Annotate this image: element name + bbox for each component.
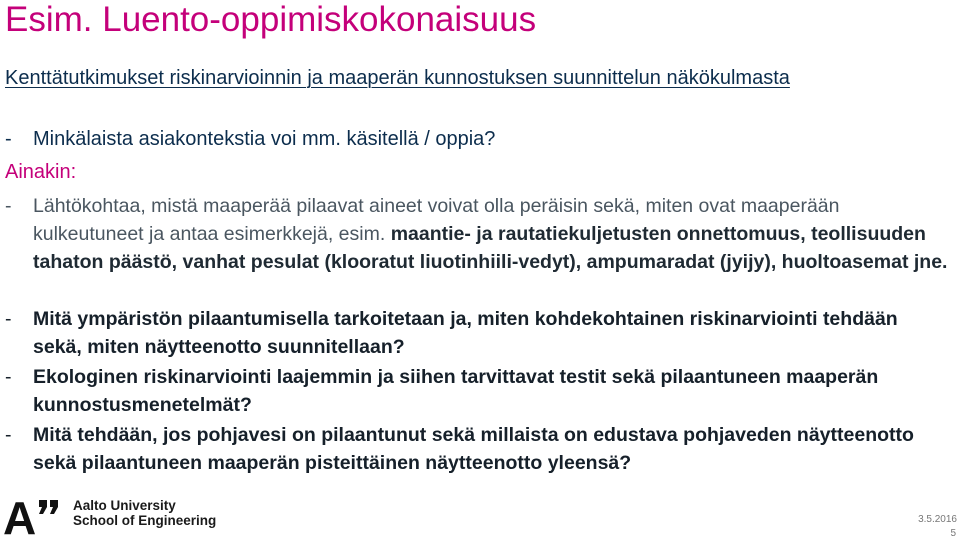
dash-marker: - (5, 366, 12, 388)
slide-title: Esim. Luento-oppimiskokonaisuus (5, 0, 537, 39)
dash-marker: - (5, 308, 12, 330)
dash-marker: - (5, 128, 12, 150)
bullet-item (5, 421, 950, 477)
dash-marker: - (5, 424, 12, 446)
bullet-item (5, 192, 950, 276)
bullet-text-bold: maantie- ja rautatiekuljetusten onnettomuus, teollisuuden tahaton päästö, vanhat pesulat (klooratut liuotinhiili-vedyt), ampumaradat (jyijy), huoltoasemat jne. (33, 223, 948, 273)
bullet-text-plain: Lähtökohtaa, mistä maaperää pilaavat aineet voivat olla peräisin sekä, miten ovat maaperään kulkeutuneet ja antaa esimerkkejä, esim. (33, 195, 840, 245)
bullet-text: Mitä tehdään, jos pohjavesi on pilaantunut sekä millaista on edustava pohjaveden näytteenotto sekä pilaantuneen maaperän pisteittäinen näytteenotto yleensä? (33, 424, 914, 474)
logo-university-name: Aalto University (73, 498, 176, 513)
footer-date: 3.5.2016 (918, 514, 957, 525)
ainakin-label: Ainakin: (5, 161, 77, 183)
aalto-logo-icon (3, 496, 65, 536)
bullet-item (5, 363, 950, 419)
dash-marker: - (5, 195, 12, 217)
question-line (5, 126, 495, 152)
bullet-text (33, 192, 950, 276)
logo-letter: A (3, 496, 37, 536)
logo-school-name: School of Engineering (73, 513, 217, 528)
bullet-text: Mitä ympäristön pilaantumisella tarkoitetaan ja, miten kohdekohtainen riskinarviointi tehdään sekä, miten näytteenotto suunnitellaan? (33, 308, 898, 358)
bullet-text: Ekologinen riskinarviointi laajemmin ja siihen tarvittavat testit sekä pilaantuneen maaperän kunnostusmenetelmät? (33, 366, 879, 416)
page-number: 5 (950, 528, 956, 539)
question-text: Minkälaista asiakontekstia voi mm. käsitellä / oppia? (33, 128, 496, 150)
bullet-item (5, 305, 950, 361)
logo-text (73, 498, 216, 528)
slide-subtitle: Kenttätutkimukset riskinarvioinnin ja maaperän kunnostuksen suunnittelun näkökulmasta (5, 67, 790, 89)
